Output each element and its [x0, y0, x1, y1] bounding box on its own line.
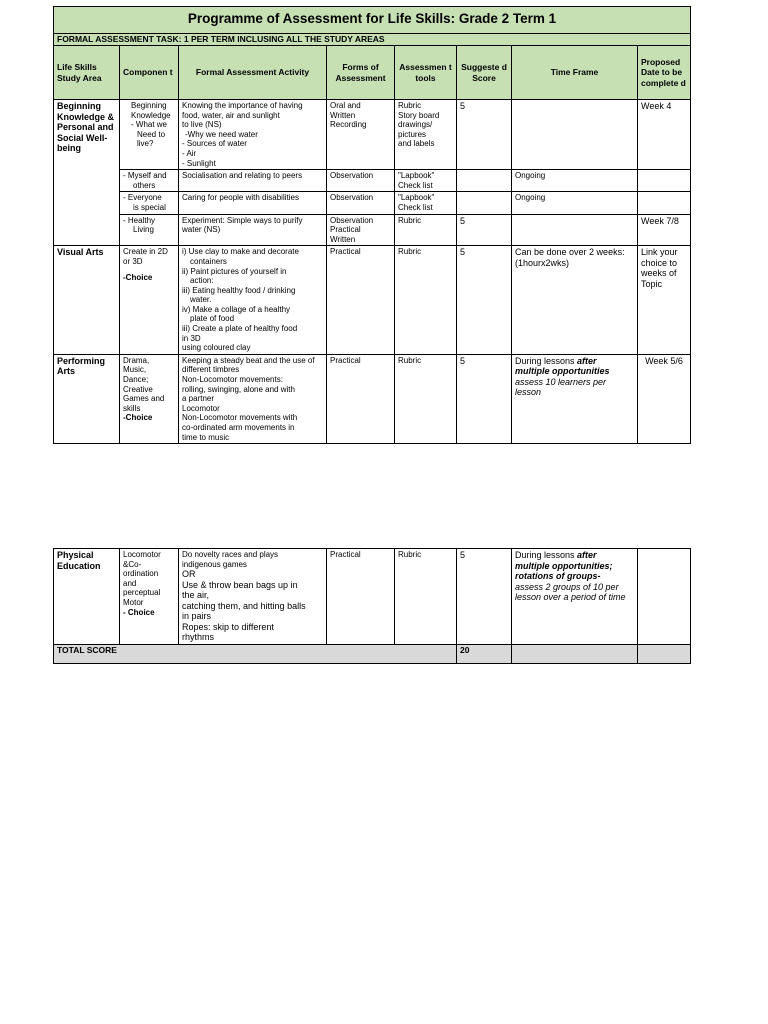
forms-cell: Practical: [327, 354, 395, 443]
page-subtitle: FORMAL ASSESSMENT TASK: 1 PER TERM INCLUSING ALL THE STUDY AREAS: [54, 34, 691, 46]
header-activity: Formal Assessment Activity: [179, 46, 327, 100]
header-study-area: Life Skills Study Area: [54, 46, 120, 100]
activity-cell: Keeping a steady beat and the use of different timbres Non-Locomotor movements: rolling, swinging, alone and with a partner Locomotor Non-Locomotor movements with co-ordinated arm movements in time to music: [179, 354, 327, 443]
study-area-label: Beginning Knowledge & Personal and Social Well-being: [54, 100, 120, 246]
assessment-table-continued: [53, 548, 691, 664]
table-row: [54, 354, 691, 443]
activity-cell: Caring for people with disabilities: [179, 192, 327, 214]
header-forms: Forms of Assessment: [327, 46, 395, 100]
table-row: [54, 549, 691, 645]
component-cell: Drama, Music, Dance; Creative Games and skills -Choice: [120, 354, 179, 443]
component-cell: - Everyone is special: [120, 192, 179, 214]
header-time-frame: Time Frame: [512, 46, 638, 100]
total-empty-cell: [512, 644, 638, 663]
header-date: Proposed Date to be complete d: [638, 46, 691, 100]
header-component: Componen t: [120, 46, 179, 100]
component-cell: - Myself and others: [120, 170, 179, 192]
total-empty-cell: [638, 644, 691, 663]
score-cell: 5: [457, 214, 512, 246]
forms-cell: Observation: [327, 192, 395, 214]
header-row: [54, 46, 691, 100]
activity-cell: Knowing the importance of having food, water, air and sunlight to live (NS) -Why we need water - Sources of water - Air - Sunlight: [179, 100, 327, 170]
tools-cell: Rubric: [395, 549, 457, 645]
table-row: [54, 100, 691, 170]
activity-cell: i) Use clay to make and decorate containers ii) Paint pictures of yourself in action: iii) Eating healthy food / drinking water. iv) Make a collage of a healthy plate of food iii) Create a plate of healthy food in 3D using coloured clay: [179, 246, 327, 355]
time-frame-cell: [512, 100, 638, 170]
forms-cell: Observation: [327, 170, 395, 192]
forms-cell: Observation Practical Written: [327, 214, 395, 246]
date-cell: Week 4: [638, 100, 691, 170]
time-frame-cell: Can be done over 2 weeks: (1hourx2wks): [512, 246, 638, 355]
table-row: [54, 192, 691, 214]
score-cell: 5: [457, 100, 512, 170]
tools-cell: Rubric: [395, 214, 457, 246]
date-cell: Week 7/8: [638, 214, 691, 246]
score-cell: 5: [457, 549, 512, 645]
header-score: Suggeste d Score: [457, 46, 512, 100]
time-frame-cell: Ongoing: [512, 170, 638, 192]
study-area-label: Visual Arts: [54, 246, 120, 355]
score-cell: 5: [457, 354, 512, 443]
date-cell: [638, 192, 691, 214]
component-cell: Create in 2D or 3D -Choice: [120, 246, 179, 355]
component-cell: Locomotor &Co- ordination and perceptual Motor - Choice: [120, 549, 179, 645]
date-cell: Link your choice to weeks of Topic: [638, 246, 691, 355]
activity-cell: Experiment: Simple ways to purify water (NS): [179, 214, 327, 246]
forms-cell: Practical: [327, 246, 395, 355]
table-row: [54, 246, 691, 355]
tools-cell: Rubric Story board drawings/ pictures and labels: [395, 100, 457, 170]
time-frame-cell: During lessons after multiple opportunities; rotations of groups- assess 2 groups of 10 per lesson over a period of time: [512, 549, 638, 645]
activity-cell: Do novelty races and plays indigenous games OR Use & throw bean bags up in the air, catching them, and hitting balls in pairs Ropes: skip to different rhythms: [179, 549, 327, 645]
score-cell: [457, 170, 512, 192]
total-score-label: TOTAL SCORE: [54, 644, 457, 663]
header-tools: Assessmen t tools: [395, 46, 457, 100]
assessment-table: [53, 6, 691, 444]
total-score-value: 20: [457, 644, 512, 663]
activity-cell: Socialisation and relating to peers: [179, 170, 327, 192]
tools-cell: Rubric: [395, 354, 457, 443]
score-cell: [457, 192, 512, 214]
date-cell: [638, 170, 691, 192]
time-frame-cell: Ongoing: [512, 192, 638, 214]
tools-cell: "Lapbook" Check list: [395, 192, 457, 214]
date-cell: [638, 549, 691, 645]
total-row: [54, 644, 691, 663]
tools-cell: "Lapbook" Check list: [395, 170, 457, 192]
study-area-label: Performing Arts: [54, 354, 120, 443]
tools-cell: Rubric: [395, 246, 457, 355]
time-frame-cell: During lessons after multiple opportunities assess 10 learners per lesson: [512, 354, 638, 443]
score-cell: 5: [457, 246, 512, 355]
table-row: [54, 214, 691, 246]
component-cell: - Healthy Living: [120, 214, 179, 246]
forms-cell: Practical: [327, 549, 395, 645]
study-area-label: Physical Education: [54, 549, 120, 645]
component-cell: Beginning Knowledge - What we Need to live?: [120, 100, 179, 170]
page-title: Programme of Assessment for Life Skills: Grade 2 Term 1: [54, 7, 691, 34]
date-cell: Week 5/6: [638, 354, 691, 443]
time-frame-cell: [512, 214, 638, 246]
forms-cell: Oral and Written Recording: [327, 100, 395, 170]
table-row: [54, 170, 691, 192]
